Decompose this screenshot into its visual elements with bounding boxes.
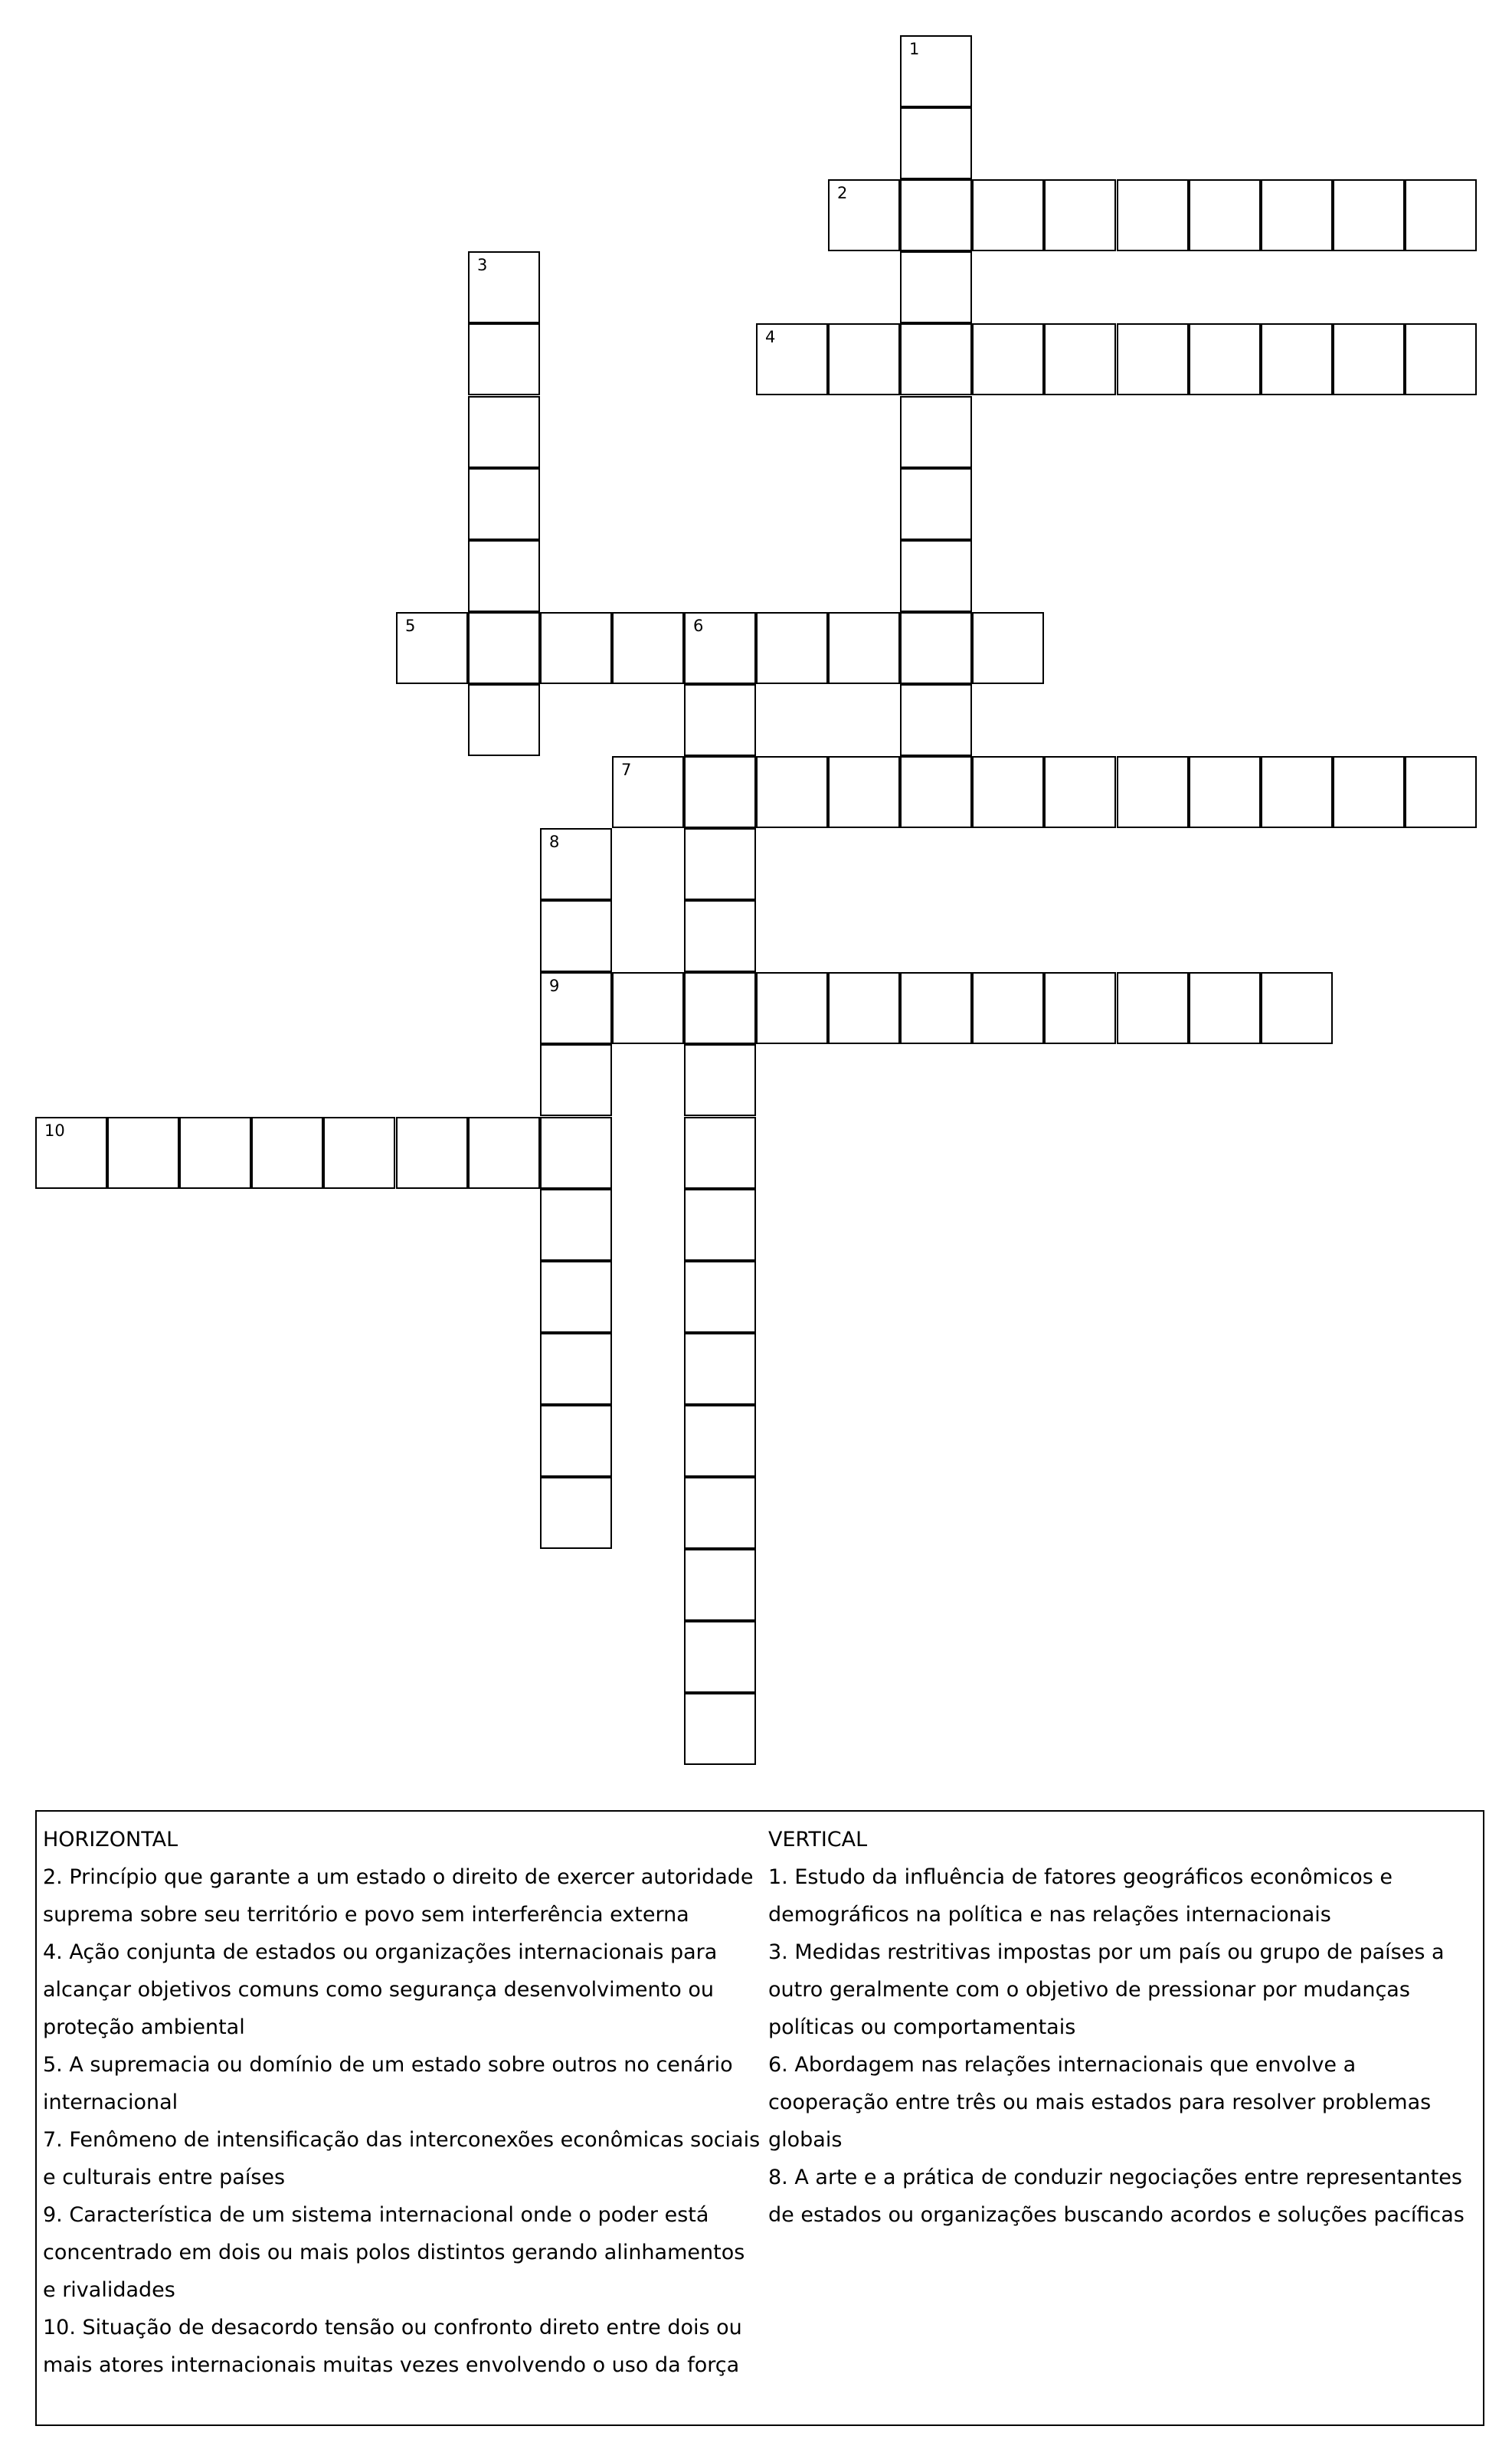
- grid-cell[interactable]: [684, 1477, 756, 1549]
- grid-cell[interactable]: [1405, 756, 1477, 828]
- grid-cell[interactable]: [900, 179, 972, 251]
- grid-cell[interactable]: [828, 972, 900, 1044]
- grid-cell[interactable]: [1333, 323, 1405, 395]
- grid-cell[interactable]: [900, 251, 972, 323]
- clues-box: [35, 1810, 1484, 2426]
- grid-cell[interactable]: [756, 323, 828, 395]
- grid-cell[interactable]: [1261, 179, 1333, 251]
- grid-cell[interactable]: [468, 612, 540, 684]
- grid-cell[interactable]: [251, 1117, 323, 1189]
- horizontal-heading: HORIZONTAL: [43, 1828, 178, 1851]
- grid-cell[interactable]: [1333, 756, 1405, 828]
- grid-cell[interactable]: [1189, 756, 1261, 828]
- grid-cell[interactable]: [1117, 972, 1189, 1044]
- grid-cell[interactable]: [972, 972, 1044, 1044]
- grid-cell[interactable]: [540, 1117, 612, 1189]
- grid-cell[interactable]: [540, 1477, 612, 1549]
- grid-cell[interactable]: [540, 900, 612, 972]
- grid-cell[interactable]: [540, 1333, 612, 1405]
- grid-cell[interactable]: [972, 756, 1044, 828]
- grid-cell[interactable]: [1044, 756, 1116, 828]
- grid-cell[interactable]: [1117, 323, 1189, 395]
- clue-across-2: 2. Princípio que garante a um estado o direito de exercer autoridade suprema sobre seu território e povo sem interferência externa: [43, 1865, 754, 1927]
- grid-cell[interactable]: [684, 684, 756, 756]
- clue-down-6: 6. Abordagem nas relações internacionais que envolve a cooperação entre três ou mais estados para resolver problemas globais: [768, 2053, 1432, 2152]
- grid-cell[interactable]: [1044, 323, 1116, 395]
- grid-cell[interactable]: [540, 1044, 612, 1116]
- grid-cell[interactable]: [35, 1117, 107, 1189]
- grid-cell[interactable]: [900, 323, 972, 395]
- grid-cell[interactable]: [684, 1044, 756, 1116]
- grid-cell[interactable]: [900, 756, 972, 828]
- grid-cell[interactable]: [1405, 179, 1477, 251]
- grid-cell[interactable]: [900, 107, 972, 179]
- clue-number: 8: [549, 833, 560, 851]
- grid-cell[interactable]: [468, 323, 540, 395]
- clue-down-8: 8. A arte e a prática de conduzir negociações entre representantes de estados ou organizações buscando acordos e soluções pacíficas: [768, 2166, 1465, 2227]
- clue-number: 10: [44, 1121, 65, 1140]
- clue-down-1: 1. Estudo da influência de fatores geográficos econômicos e demográficos na política e nas relações internacionais: [768, 1865, 1393, 1927]
- grid-cell[interactable]: [468, 684, 540, 756]
- grid-cell[interactable]: [684, 1189, 756, 1261]
- clue-number: 2: [837, 184, 848, 202]
- grid-cell[interactable]: [828, 179, 900, 251]
- grid-cell[interactable]: [468, 251, 540, 323]
- grid-cell[interactable]: [684, 612, 756, 684]
- grid-cell[interactable]: [1261, 323, 1333, 395]
- grid-cell[interactable]: [1189, 972, 1261, 1044]
- grid-cell[interactable]: [1044, 179, 1116, 251]
- grid-cell[interactable]: [756, 756, 828, 828]
- grid-cell[interactable]: [612, 612, 684, 684]
- grid-cell[interactable]: [1261, 756, 1333, 828]
- grid-cell[interactable]: [540, 828, 612, 900]
- grid-cell[interactable]: [1189, 179, 1261, 251]
- grid-cell[interactable]: [828, 612, 900, 684]
- grid-cell[interactable]: [828, 323, 900, 395]
- clue-across-5: 5. A supremacia ou domínio de um estado sobre outros no cenário internacional: [43, 2053, 733, 2114]
- grid-cell[interactable]: [756, 972, 828, 1044]
- grid-cell[interactable]: [972, 323, 1044, 395]
- clue-across-9: 9. Característica de um sistema internacional onde o poder está concentrado em dois ou mais polos distintos gerando alinhamentos e rivalidades: [43, 2203, 745, 2302]
- grid-cell[interactable]: [972, 179, 1044, 251]
- grid-cell[interactable]: [900, 396, 972, 468]
- grid-cell[interactable]: [900, 972, 972, 1044]
- grid-cell[interactable]: [396, 612, 468, 684]
- grid-cell[interactable]: [540, 1261, 612, 1333]
- grid-cell[interactable]: [684, 1693, 756, 1765]
- grid-cell[interactable]: [468, 396, 540, 468]
- clue-number: 4: [765, 328, 776, 346]
- grid-cell[interactable]: [468, 468, 540, 540]
- grid-cell[interactable]: [684, 1333, 756, 1405]
- clue-across-4: 4. Ação conjunta de estados ou organizações internacionais para alcançar objetivos comuns como segurança desenvolvimento ou proteção ambiental: [43, 1940, 718, 2039]
- vertical-clues: [768, 1821, 1481, 2234]
- clue-number: 3: [477, 256, 488, 274]
- grid-cell[interactable]: [900, 540, 972, 612]
- grid-cell[interactable]: [684, 756, 756, 828]
- grid-cell[interactable]: [1333, 179, 1405, 251]
- grid-cell[interactable]: [540, 612, 612, 684]
- grid-cell[interactable]: [684, 900, 756, 972]
- grid-cell[interactable]: [972, 612, 1044, 684]
- grid-cell[interactable]: [756, 612, 828, 684]
- clue-number: 9: [549, 977, 560, 995]
- grid-cell[interactable]: [468, 1117, 540, 1189]
- clue-across-10: 10. Situação de desacordo tensão ou confronto direto entre dois ou mais atores internacionais muitas vezes envolvendo o uso da força: [43, 2316, 742, 2377]
- grid-cell[interactable]: [612, 972, 684, 1044]
- grid-cell[interactable]: [1117, 179, 1189, 251]
- grid-cell[interactable]: [107, 1117, 179, 1189]
- grid-cell[interactable]: [540, 1405, 612, 1477]
- grid-cell[interactable]: [396, 1117, 468, 1189]
- grid-cell[interactable]: [1189, 323, 1261, 395]
- clue-number: 1: [909, 40, 920, 58]
- grid-cell[interactable]: [684, 972, 756, 1044]
- vertical-heading: VERTICAL: [768, 1828, 868, 1851]
- clue-number: 7: [621, 761, 632, 779]
- grid-cell[interactable]: [900, 35, 972, 107]
- grid-cell[interactable]: [1044, 972, 1116, 1044]
- grid-cell[interactable]: [684, 1117, 756, 1189]
- grid-cell[interactable]: [323, 1117, 395, 1189]
- horizontal-clues: [43, 1821, 763, 2384]
- grid-cell[interactable]: [540, 972, 612, 1044]
- grid-cell[interactable]: [684, 828, 756, 900]
- grid-cell[interactable]: [900, 468, 972, 540]
- grid-cell[interactable]: [684, 1621, 756, 1693]
- clue-number: 6: [693, 617, 704, 635]
- grid-cell[interactable]: [612, 756, 684, 828]
- grid-cell[interactable]: [684, 1261, 756, 1333]
- grid-cell[interactable]: [900, 684, 972, 756]
- grid-cell[interactable]: [684, 1405, 756, 1477]
- grid-cell[interactable]: [1261, 972, 1333, 1044]
- grid-cell[interactable]: [900, 612, 972, 684]
- grid-cell[interactable]: [684, 1549, 756, 1621]
- grid-cell[interactable]: [468, 540, 540, 612]
- grid-cell[interactable]: [179, 1117, 251, 1189]
- grid-cell[interactable]: [1117, 756, 1189, 828]
- grid-cell[interactable]: [540, 1189, 612, 1261]
- grid-cell[interactable]: [1405, 323, 1477, 395]
- clue-number: 5: [405, 617, 416, 635]
- clue-across-7: 7. Fenômeno de intensificação das interconexões econômicas sociais e culturais entre países: [43, 2128, 761, 2189]
- clue-down-3: 3. Medidas restritivas impostas por um país ou grupo de países a outro geralmente com o objetivo de pressionar por mudanças políticas ou comportamentais: [768, 1940, 1445, 2039]
- grid-cell[interactable]: [828, 756, 900, 828]
